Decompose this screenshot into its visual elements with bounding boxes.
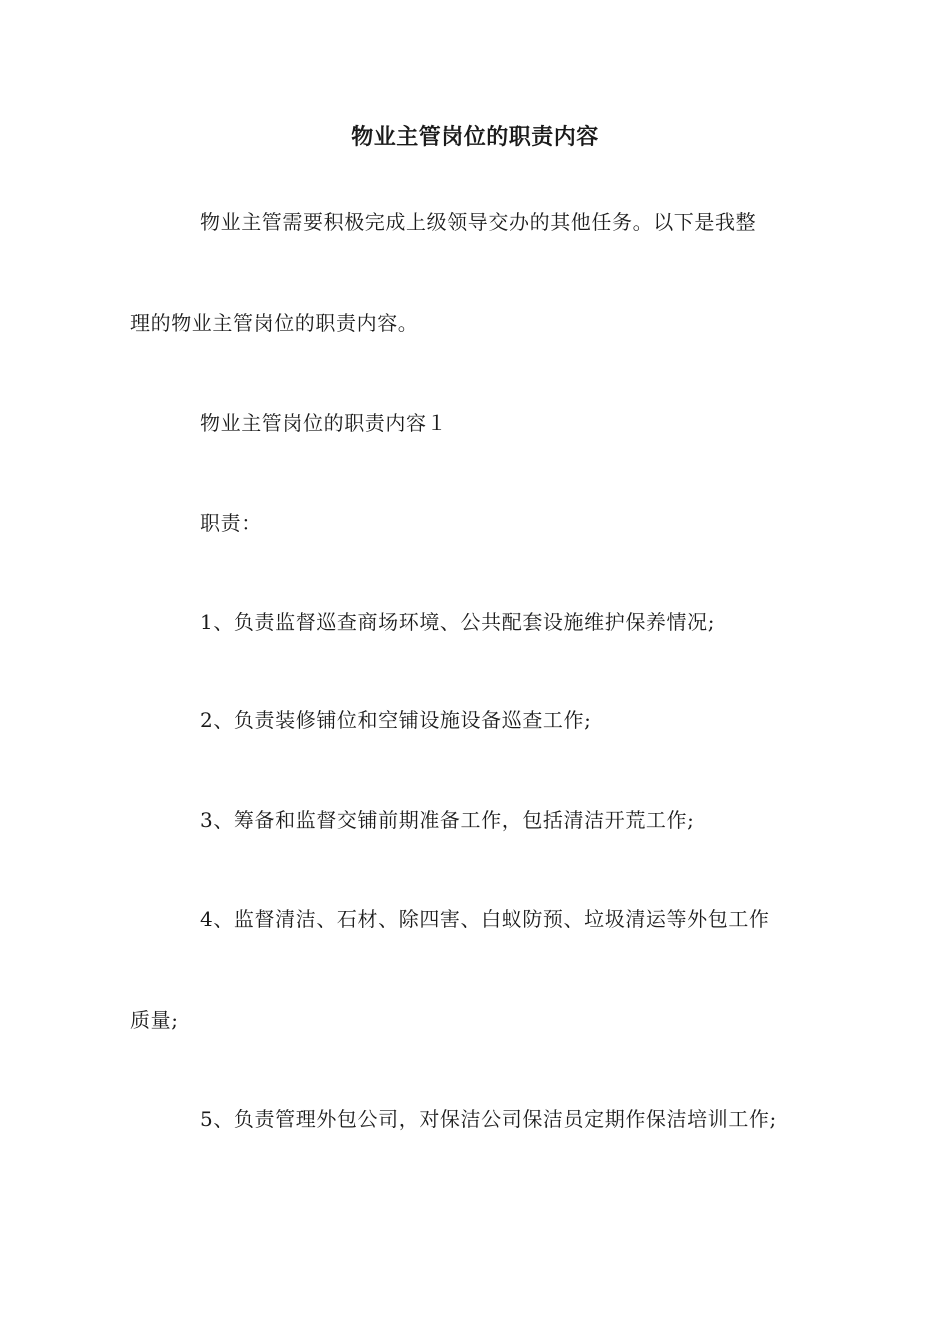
duties-label: 职责：	[200, 511, 262, 535]
duty-item-1: 1、负责监督巡查商场环境、公共配套设施维护保养情况;	[200, 610, 716, 634]
duty-item-4-line-1: 4、监督清洁、石材、除四害、白蚁防预、垃圾清运等外包工作	[200, 907, 770, 931]
duty-item-3: 3、筹备和监督交铺前期准备工作，包括清洁开荒工作;	[200, 808, 695, 832]
document-title: 物业主管岗位的职责内容	[351, 125, 599, 150]
duty-item-4-line-2: 质量;	[130, 1008, 179, 1032]
paragraph-intro-line-1: 物业主管需要积极完成上级领导交办的其他任务。以下是我整	[200, 210, 757, 234]
section-heading: 物业主管岗位的职责内容１	[200, 411, 448, 435]
duty-item-2: 2、负责装修铺位和空铺设施设备巡查工作;	[200, 708, 592, 732]
duty-item-5: 5、负责管理外包公司，对保洁公司保洁员定期作保洁培训工作;	[200, 1107, 777, 1131]
paragraph-intro-line-2: 理的物业主管岗位的职责内容。	[130, 311, 419, 335]
